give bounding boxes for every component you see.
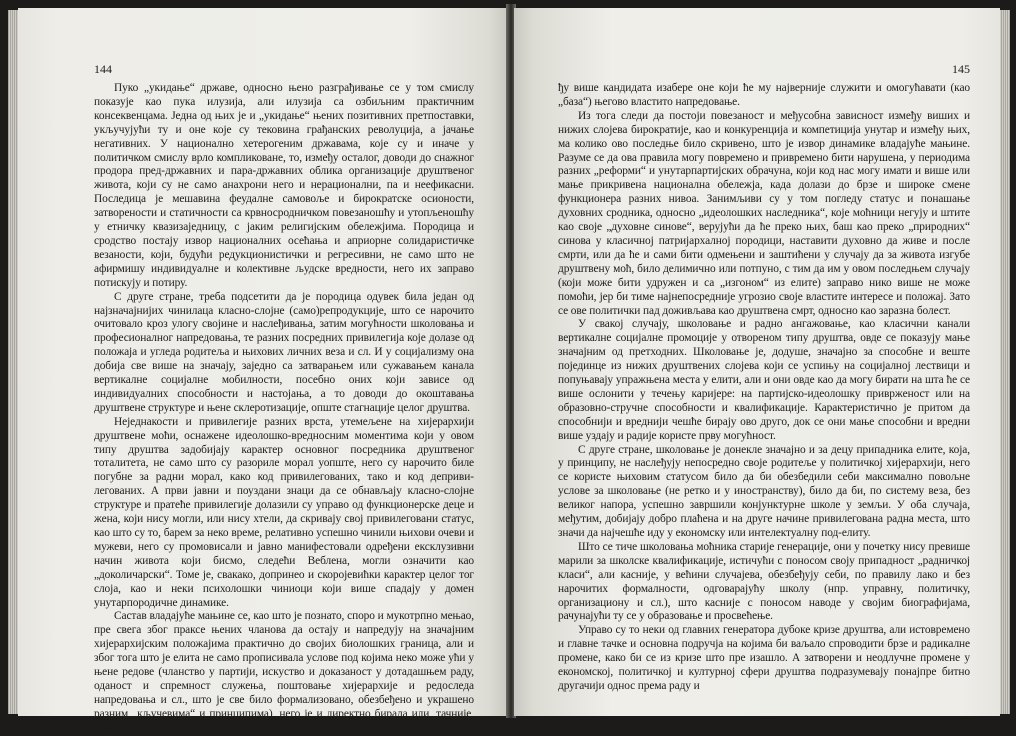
paragraph: Управо су то неки од главних генератора дубоке кризе друштва, али истовремено и главне тачке и основна подручја на којима би ваљало спроводити брзе и радикалне промене, како би се из кризе што пре изашло. А затворени и неодлучне промене у економској, политичкој и културној сфери друштва подразумевају понајпре битно другачији однос према раду и: [558, 624, 970, 692]
right-page-edges: [1000, 10, 1010, 714]
left-page-text: [94, 82, 474, 736]
paragraph: С друге стране, школовање је донекле значајно и за децу припадника елите, која, у принципу, не наслеђују непосредно своје родитеље у политичкој хијерархији, него се користе њиховим статусом било да би обезбедили себи максимално повољне услове за школовање (не ретко и у иностранству), било да би, по систему веза, без великог напора, успешно завршили конјунктурне школе у земљи. У оба случаја, међутим, добијају добро плаћена и на друге начине привилегована радна места, што значи да најчешће иду у економску или интелектуалну под-елиту.: [558, 443, 970, 539]
left-page-edges: [8, 10, 18, 714]
right-page: [514, 8, 1000, 716]
paragraph-continuation: ђу више кандидата изабере оне који ће му најверније служити и омогућавати (као „база“) његово властито напредовање.: [558, 82, 970, 108]
paragraph: Што се тиче школовања моћника старије генерације, они у почетку нису превише марили за школске квалификације, истичући с поносом своју припадност „радничкој класи“, али касније, у већини случајева, обезбеђују себи, по правилу лако и без нарочитих формалности, одговарајућу школу (нпр. управну, политичку, организациону и сл.), што касније с поносом наводе у својим биографијама, рачунајући ту се у образовање и просвећење.: [558, 540, 970, 623]
right-page-number: 145: [952, 62, 970, 76]
left-page: [18, 8, 508, 734]
paragraph: Пуко „укидање“ државе, односно њено разграђивање се у том смислу показује као пука илузија, али илузија са озбиљним практичним консеквенцама. Једна од њих је и „укидање“ њених позитивних претпоставки, укључујући ту и оне које су тековина грађанских револуција, а јачање негативних. У национално хетерогеним државама, које су и иначе у политичком смислу врло компликоване, то, између осталог, доводи до снажног продора пред-државних и пара-државних облика организације друштвеног живота, који су не само анахрони него и нерационални, па и неефикасни. Последица је мешавина феудалне самовоље и бирократске осионости, затворености и статичности са крвносродничком повезаношћу и утопљеношћу у етничку квазизаједницу, с јаким религијским обележјима. Породица и сродство постају извор националних осећања и априорне солидаристичке везаности, који, будући редукционистички и регресивни, не само што не афирмишу индивидуалне и колективне људске вредности, него их заправо потискују и потиру.: [94, 82, 474, 289]
right-page-text: [558, 82, 970, 694]
paragraph: Из тога следи да постоји повезаност и међусобна зависност између виших и нижих слојева бирократије, као и конкуренција и компетиција унутар и између њих, ма колико ово последње било скривено, што је извор динамике владајуће мањине. Разуме се да ова правила могу повремено и привремено бити нарушена, у периодима разних „реформи“ и унутарпартијских обрачуна, који код нас могу имати и више или мање прикривена национална обележја, када долази до брзе и широке смене функционера разних нивоа. Занимљиви су у том погледу статус и понашање духовних сродника, односно „идеолошких наследника“, које моћници негују и штите као своје „духовне синове“, верујући да ће преко њих, баш као преко „природних“ синова у класичној патријархалној породици, наставити духовно да живе и после смрти, или да ће и сами бити одмењени и заштићени у случају да за живота изгубе друштвену моћ, било делимично или потпуно, с тим да им у овом последњем случају (који може бити удружен и са „изгоном“ из елите) заправо нико више не може помоћи, јер би тиме најнепосредније угрозио своје властите интересе и положај. Зато се ове политички пад доживљава као друштвена смрт, односно као заразна болест.: [558, 109, 970, 317]
left-page-number: 144: [94, 62, 112, 76]
paragraph: С друге стране, треба подсетити да је породица одувек била један од најзначајнијих чинилаца класно-слојне (само)репродукције, што се нарочито очитовало кроз улогу својине и наслеђивања, затим могућности школовања и професионалног напредовања, те разних посредних привилегија које долазе од положаја и угледа родитеља и њихових личних веза и сл. И у социјализму она добија све више на значају, заједно са затварањем или сужавањем канала вертикалне социјалне мобилности, посебно оних који зависе од индивидуалних способности и настојања, а то доводи до окоштавања друштвене структуре и њене склеротизације, опште стагнације целог друштва.: [94, 290, 474, 414]
paragraph: У свакој случају, школовање и радно ангажовање, као класични канали вертикалне социјалне промоције у отвореном типу друштва, овде се показују мање значајним од претходних. Школовање је, додуше, значајно за способне и веште појединце из нижих друштвених слојева који се успињу на социјалној лествици и попуњавају упражњена места у елити, али и они овде као да могу бирати на шта ће се више ослонити у течењу каријере: на партијско-идеолошку привржeност или на образовно-стручне способности и квалификације. Карактеристично је притом да способнији и вреднији чешће бирају ово друго, док се они мање способни и вредни више уздају и радије користе прву могућност.: [558, 318, 970, 442]
paragraph: Неједнакости и привилегије разних врста, утемељене на хијерархији друштвене моћи, оснажене идеолошко-вредносним моментима који у овом типу друштва задобијају карактер основног посредника друштвеног тоталитета, не само што су разориле морал уопште, него су нарочито биле погубне за радни морал, како код привилегованих, тако и код депривилегованих. А први јавни и поуздани знаци да се обнављају класно-слојне структуре и пратеће привилегије долазили су управо од функционерске деце и жена, који нису могли, или нису хтели, да скривају свој привилеговани статус, као што су то, барем за неко време, релативно успешно чинили њихови очеви и мужеви, него су промовисали и јавно манифестовали одређени ексклузивни начин живота који бисмо, следећи Веблена, могли означити као „доколичарски“. Томе је, свакако, допринео и скоројевићки карактер целог тог слоја, као и неки психолошки чиниоци који више спадају у домен унутарпородичне динамике.: [94, 415, 474, 609]
paragraph: Састав владајуће мањине се, као што је познато, споро и мукотрпно мењао, пре свега због праксе њених чланова да остају и напредују на значајним хијерархијским положајима практично до својих биолошких граница, али и због тога што је елита не само прописивала услове под којима неко може ући у њене редове (чланство у партији, искуство и доказаност у дотадашњем раду, оданост и спремност служења, поштовање хијерархије и редоследа напредовања и сл., што је све било формализовано, обезбеђено и украшено разним „кључевима“ и принципима), него је и директно бирала или, тачније, наименовала, при чему је сваки моћник водио рачуна да изме-: [94, 610, 474, 734]
